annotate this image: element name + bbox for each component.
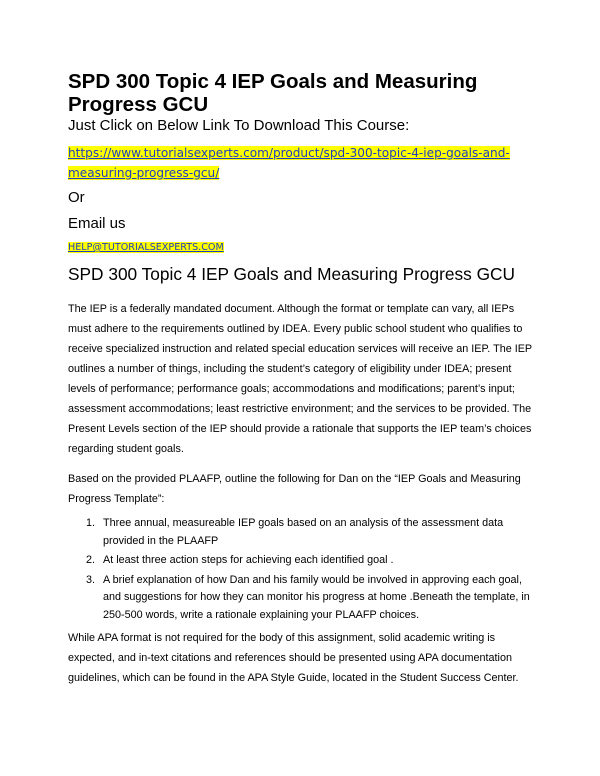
or-label: Or bbox=[68, 189, 85, 206]
list-item-text: At least three action steps for achieving each identified goal . bbox=[103, 554, 394, 566]
list-item-text: Three annual, measureable IEP goals based on an analysis of the assessment data provided in the PLAAFP bbox=[103, 517, 504, 547]
document-page bbox=[68, 70, 540, 688]
requirements-list bbox=[68, 515, 540, 624]
download-link[interactable]: https://www.tutorialsexperts.com/product/spd-300-topic-4-iep-goals-and-measuring-progress-gcu/ bbox=[68, 146, 510, 180]
list-item-text: A brief explanation of how Dan and his family would be involved in approving each goal, and suggestions for how they can monitor his progress at home .Beneath the template, in 250-500 words, write a rationale explaining your PLAAFP choices. bbox=[103, 573, 530, 621]
list-item bbox=[68, 572, 540, 625]
email-link-block bbox=[68, 241, 540, 254]
email-link[interactable]: HELP@TUTORIALSEXPERTS.COM bbox=[68, 242, 224, 253]
list-item bbox=[68, 515, 540, 550]
download-intro: Just Click on Below Link To Download This Course: bbox=[68, 117, 410, 134]
download-link-block bbox=[68, 143, 540, 183]
list-item-number: 1. bbox=[86, 517, 96, 529]
body-paragraph-2: Based on the provided PLAAFP, outline the following for Dan on the “IEP Goals and Measuring Progress Template”: bbox=[68, 473, 521, 505]
section-heading: SPD 300 Topic 4 IEP Goals and Measuring Progress GCU bbox=[68, 264, 515, 284]
list-item-number: 2. bbox=[86, 554, 96, 566]
document-title: SPD 300 Topic 4 IEP Goals and Measuring Progress GCU bbox=[68, 70, 478, 116]
email-us-label: Email us bbox=[68, 215, 126, 232]
list-item bbox=[68, 552, 540, 570]
list-item-number: 3. bbox=[86, 573, 96, 586]
body-paragraph-1: The IEP is a federally mandated document. Although the format or template can vary, all IEPs must adhere to the requirements outlined by IDEA. Every public school student who qualifies to receive specialized instruction and related special education services will receive an IEP. The IEP outlines a number of things, including the student’s category of eligibility under IDEA; present levels of performance; performance goals; accommodations and modifications; parent’s input; assessment accommodations; least restrictive environment; and the services to be provided. The Present Levels section of the IEP should provide a rationale that supports the IEP team’s choices regarding student goals. bbox=[68, 303, 532, 455]
body-paragraph-3: While APA format is not required for the body of this assignment, solid academic writing is expected, and in-text citations and references should be presented using APA documentation guidelines, which can be found in the APA Style Guide, located in the Student Success Center. bbox=[68, 632, 519, 684]
